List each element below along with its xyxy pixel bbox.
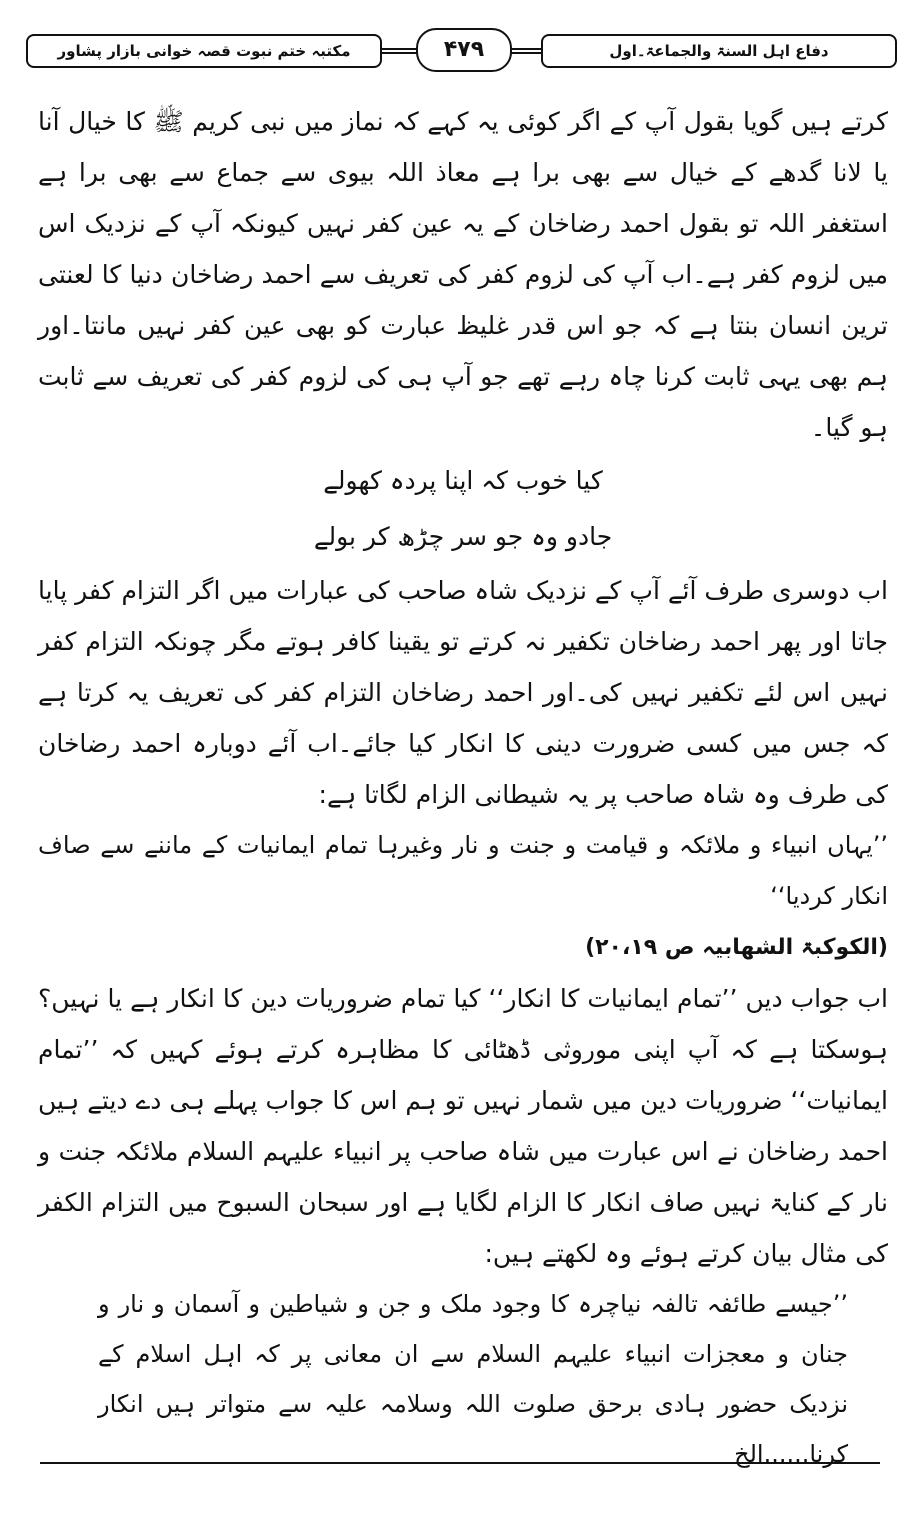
couplet-line-2: جادو وہ جو سر چڑھ کر بولے [313,522,613,551]
paragraph-1: کرتے ہیں گویا بقول آپ کے اگر کوئی یہ کہے کہ نماز میں نبی کریم ﷺ کا خیال آنا یا لانا گدھے کے خیال سے بھی برا ہے معاذ اللہ بیوی سے جماع سے بھی برا ہے استغفر اللہ تو بقول احمد رضاخان کے یہ عین کفر نہیں کیونکہ آپ کے نزدیک اس میں لزوم کفر ہے۔اب آپ کی لزوم کفر کی تعریف سے احمد رضاخان دنیا کا لعنتی ترین انسان بنتا ہے کہ جو اس قدر غلیظ عبارت کو بھی عین کفر نہیں مانتا۔اور ہم بھی یہی ثابت کرنا چاہ رہے تھے جو آپ ہی کی لزوم کفر کی تعریف سے ثابت ہو گیا۔ [38,107,888,442]
quote-2: ’’جیسے طائفہ تالفہ نیاچرہ کا وجود ملک و جن و شیاطین و آسمان و نار و جنان و معجزات انبیاء علیہم السلام سے ان معانی پر کہ اہل اسلام کے نزدیک حضور ہادی برحق صلوت اللہ وسلامہ علیہ سے متواتر ہیں انکار کرنا......الخ [98,1290,848,1468]
reference-citation: (الکوکبۃ الشھابیہ ص ۲۰،۱۹) [585,935,888,960]
page-body [38,96,888,1479]
paragraph-3: اب جواب دیں ’’تمام ایمانیات کا انکار‘‘ کیا تمام ضروریات دین کا انکار ہے یا نہیں؟ ہوسکتا ہے کہ آپ اپنی موروثی ڈھٹائی کا مظاہرہ کرتے ہوئے کہیں کہ ’’تمام ایمانیات‘‘ ضروریات دین میں شمار نہیں تو ہم اس کا جواب پہلے ہی دے دیتے ہیں احمد رضاخان نے اس عبارت میں شاہ صاحب پر انبیاء علیہم السلام ملائکہ جنت و نار کے کنایۃ نہیں صاف انکار کا الزام لگایا ہے اور سبحان السبوح میں التزام الکفر کی مثال بیان کرتے ہوئے وہ لکھتے ہیں: [38,984,888,1268]
page-number: ۴۷۹ [416,28,512,72]
paragraph-2: اب دوسری طرف آئے آپ کے نزدیک شاہ صاحب کی عبارات میں اگر التزام کفر پایا جاتا اور پھر احمد رضاخان تکفیر نہ کرتے تو یقینا کافر ہوتے مگر چونکہ التزام کفر نہیں اس لئے تکفیر نہیں کی۔اور احمد رضاخان التزام کفر کی تعریف یہ کرتا ہے کہ جس میں کسی ضرورت دینی کا انکار کیا جائے۔اب آئے دوبارہ احمد رضاخان کی طرف وہ شاہ صاحب پر یہ شیطانی الزام لگاتا ہے: [38,576,888,809]
publisher-name: مکتبہ ختم نبوت قصہ خوانی بازار پشاور [26,34,382,68]
quote-1: ’’یہاں انبیاء و ملائکہ و قیامت و جنت و نار وغیرہا تمام ایمانیات کے ماننے سے صاف انکار کردیا‘‘ [38,831,888,910]
couplet-line-1: کیا خوب کہ اپنا پردہ کھولے [323,466,603,495]
book-title: دفاع اہل السنۃ والجماعۃ۔اول [541,34,897,68]
footer-rule [40,1462,880,1464]
page-header [26,28,897,74]
